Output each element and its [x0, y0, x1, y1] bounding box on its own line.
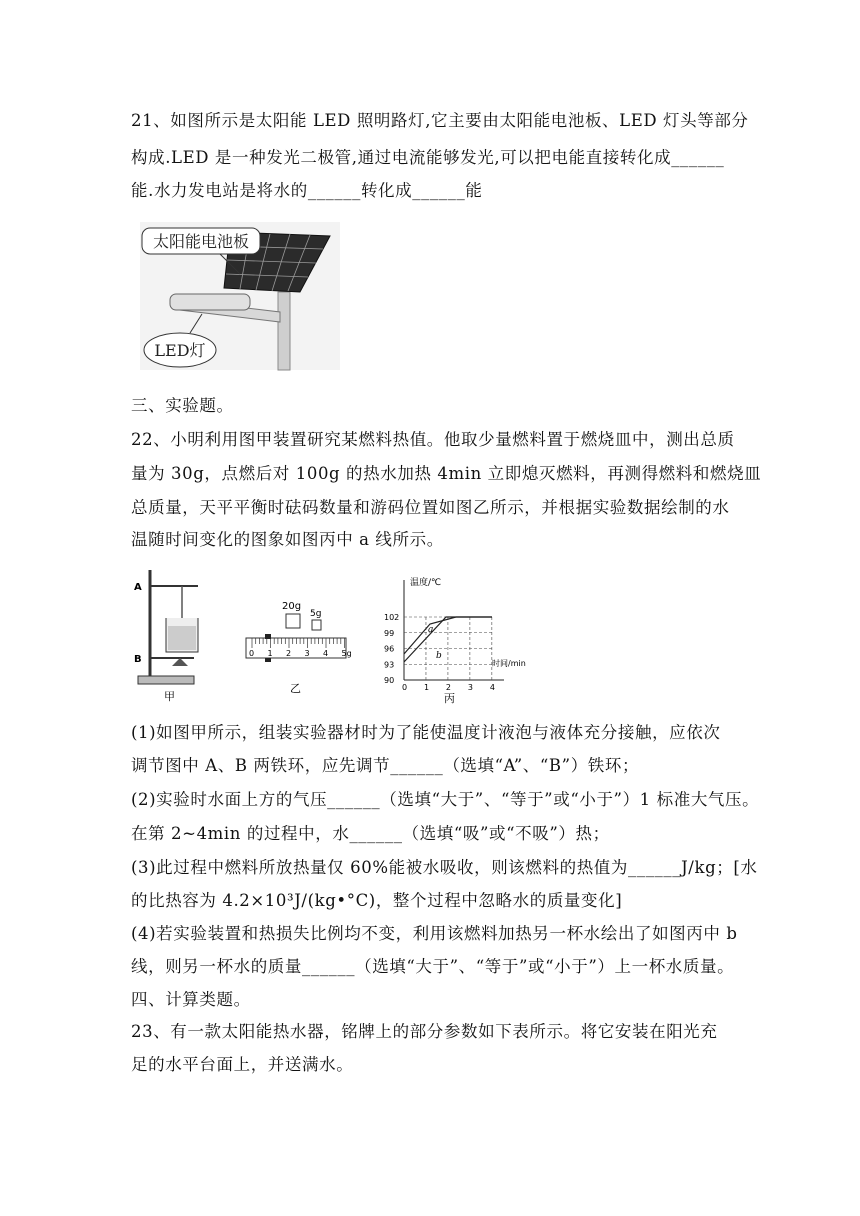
scale-tick-label: 2 — [286, 649, 292, 658]
graph-ytick-label: 90 — [384, 676, 395, 685]
figure-bing-caption: 丙 — [444, 692, 455, 705]
q21-line-1: 21、如图所示是太阳能 LED 照明路灯,它主要由太阳能电池板、LED 灯头等部分 — [131, 111, 749, 130]
graph-xtick-label: 1 — [423, 683, 430, 692]
q22-part1-line-1: (1)如图甲所示，组装实验器材时为了能使温度计液泡与液体充分接触，应依次 — [131, 723, 721, 742]
weight-5g-label: 5g — [310, 609, 322, 619]
section-4-heading: 四、计算类题。 — [131, 990, 251, 1009]
figure-bing-temperature-graph — [380, 570, 526, 705]
graph-xtick-label: 0 — [402, 683, 408, 692]
section-3-heading: 三、实验题。 — [131, 396, 234, 415]
scale-tick-label: 4 — [323, 649, 329, 658]
graph-line-a-label: a — [428, 625, 434, 635]
iron-ring-a-label: A — [134, 582, 142, 593]
graph-ytick-label: 93 — [384, 660, 395, 670]
graph-xtick-label: 2 — [445, 683, 452, 692]
figure-yi-balance-weights — [240, 594, 352, 704]
solar-led-streetlight-figure — [140, 222, 340, 370]
figure-jia-apparatus — [128, 562, 208, 704]
graph-ytick-label: 102 — [384, 613, 400, 622]
q22-part4-line-2: 线，则另一杯水的质量______（选填“大于”、“等于”或“小于”）上一杯水质量。 — [131, 957, 735, 976]
q23-line-2: 足的水平台面上，并送满水。 — [131, 1055, 354, 1074]
graph-line-b-label: b — [436, 651, 442, 661]
graph-ylabel: 温度/℃ — [410, 578, 442, 588]
weight-20g-label: 20g — [282, 601, 302, 612]
graph-xtick-label: 3 — [467, 683, 473, 692]
q22-part1-line-2: 调节图中 A、B 两铁环，应先调节______（选填“A”、“B”）铁环； — [131, 756, 640, 775]
graph-ytick-label: 99 — [384, 628, 395, 638]
scale-tick-label: 1 — [267, 649, 273, 658]
q22-part3-line-1: (3)此过程中燃料所放热量仅 60%能被水吸收，则该燃料的热值为______J/kg；[水 — [131, 858, 758, 877]
graph-xlabel: 时间/min — [492, 659, 526, 668]
q22-line-3: 总质量，天平平衡时砝码数量和游码位置如图乙所示，并根据实验数据绘制的水 — [131, 498, 730, 517]
scale-tick-label: 0 — [249, 649, 255, 658]
q22-part2-line-2: 在第 2~4min 的过程中，水______（选填“吸”或“不吸”）热； — [131, 824, 610, 843]
rider-marker — [265, 634, 271, 639]
q22-part2-line-1: (2)实验时水面上方的气压______（选填“大于”、“等于”或“小于”）1 标准大气压。 — [131, 790, 760, 809]
graph-ytick-label: 96 — [384, 644, 395, 654]
q21-line-2: 构成.LED 是一种发光二极管,通过电流能够发光,可以把电能直接转化成______ — [131, 148, 725, 167]
label-solar-panel: 太阳能电池板 — [152, 232, 250, 251]
scale-tick-label: 3 — [304, 649, 310, 658]
q22-line-1: 22、小明利用图甲装置研究某燃料热值。他取少量燃料置于燃烧皿中，测出总质 — [131, 430, 735, 449]
q22-line-2: 量为 30g，点燃后对 100g 的热水加热 4min 立即熄灭燃料，再测得燃料和燃烧皿 — [131, 464, 762, 483]
q22-part4-line-1: (4)若实验装置和热损失比例均不变，利用该燃料加热另一杯水绘出了如图丙中 b — [131, 924, 738, 943]
iron-ring-b-label: B — [134, 654, 142, 665]
scale-tick-label: 5g — [341, 649, 352, 658]
graph-xtick-label: 4 — [489, 683, 495, 692]
label-led-lamp: LED灯 — [154, 341, 206, 360]
q22-part3-line-2: 的比热容为 4.2×10³J/(kg•°C)，整个过程中忽略水的质量变化] — [131, 891, 623, 910]
figure-jia-caption: 甲 — [164, 690, 175, 703]
q22-line-4: 温随时间变化的图象如图丙中 a 线所示。 — [131, 530, 444, 549]
q23-line-1: 23、有一款太阳能热水器，铭牌上的部分参数如下表所示。将它安装在阳光充 — [131, 1022, 718, 1041]
q21-line-3: 能.水力发电站是将水的______转化成______能 — [131, 181, 483, 200]
figure-yi-caption: 乙 — [290, 682, 301, 695]
